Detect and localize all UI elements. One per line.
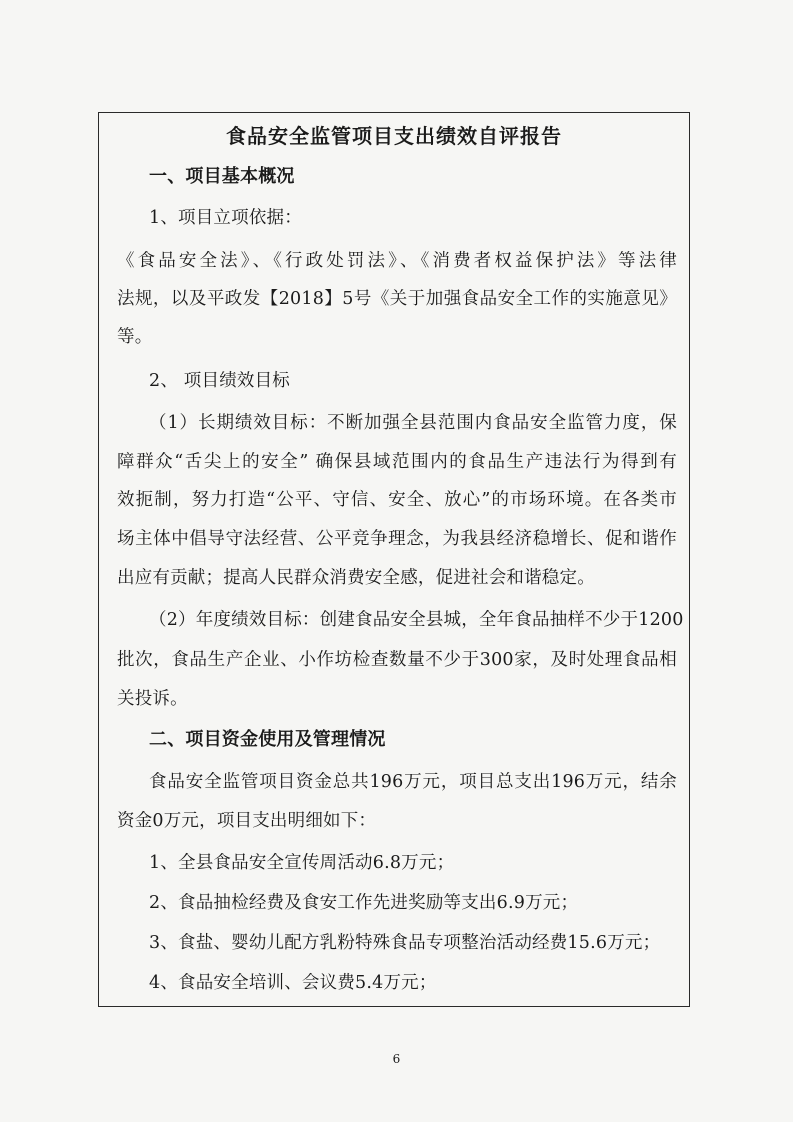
section1-heading: 一、项目基本概况	[149, 166, 295, 187]
long-term-line-2: 障群众“舌尖上的安全” 确保县域范围内的食品生产违法行为得到有	[117, 452, 677, 472]
page-number: 6	[392, 1052, 401, 1066]
long-term-line-3: 效扼制，努力打造“公平、守信、安全、放心”的市场环境。在各类市	[117, 490, 677, 510]
report-frame	[98, 112, 690, 1007]
section2-heading: 二、项目资金使用及管理情况	[149, 729, 386, 750]
basis-line-1: 《食品安全法》、《行政处罚法》、《消费者权益保护法》等法律	[117, 251, 677, 271]
basis-line-3: 等。	[117, 327, 153, 347]
basis-heading: 1、项目立项依据：	[149, 208, 302, 228]
expense-item-4: 4、食品安全培训、会议费5.4万元；	[149, 973, 437, 993]
annual-line-2: 批次，食品生产企业、小作坊检查数量不少于300家，及时处理食品相	[117, 650, 677, 670]
expense-item-3: 3、食盐、婴幼儿配方乳粉特殊食品专项整治活动经费15.6万元；	[149, 933, 661, 953]
expense-item-2: 2、食品抽检经费及食安工作先进奖励等支出6.9万元；	[149, 893, 579, 913]
annual-line-3: 关投诉。	[117, 689, 188, 709]
long-term-line-5: 出应有贡献；提高人民群众消费安全感，促进社会和谐稳定。	[117, 568, 595, 588]
goals-heading: 2、 项目绩效目标	[149, 371, 290, 391]
long-term-line-1: （1）长期绩效目标：不断加强全县范围内食品安全监管力度，保	[149, 413, 677, 433]
basis-line-2: 法规，以及平政发【2018】5号《关于加强食品安全工作的实施意见》	[117, 289, 677, 309]
summary-line-1: 食品安全监管项目资金总共196万元，项目总支出196万元，结余	[149, 772, 677, 792]
annual-line-1: （2）年度绩效目标：创建食品安全县城，全年食品抽样不少于1200	[149, 610, 684, 630]
long-term-line-4: 场主体中倡导守法经营、公平竞争理念，为我县经济稳增长、促和谐作	[117, 529, 677, 549]
report-title: 食品安全监管项目支出绩效自评报告	[226, 124, 562, 148]
summary-line-2: 资金0万元，项目支出明细如下：	[117, 811, 377, 831]
expense-item-1: 1、全县食品安全宣传周活动6.8万元；	[149, 853, 455, 873]
